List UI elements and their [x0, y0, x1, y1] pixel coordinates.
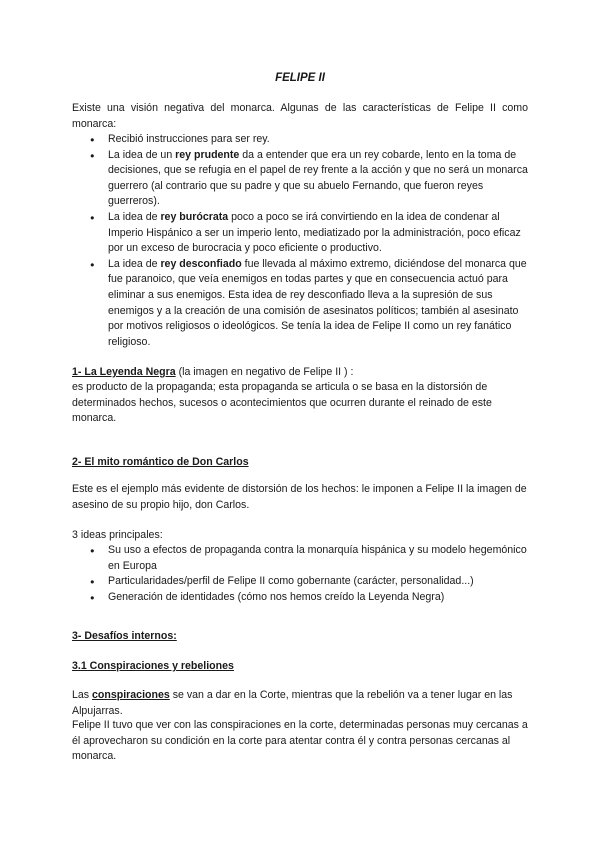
- list-item: ● La idea de un rey prudente da a entender que era un rey cobarde, lento en la toma de decisiones, que se refugia en el papel de rey frente a la acción y que no será un monarca guerrero (al contrario que su padre y que su abuelo Fernando, que fueron reyes guerreros).: [72, 148, 528, 210]
- document-title: FELIPE II: [275, 72, 325, 84]
- section3-paragraph-2: Felipe II tuvo que ver con las conspiraciones en la corte, determinadas personas muy cercanas a él aprovecharon su condición en la corte para atentar contra él y contra personas cercanas al monarca.: [72, 719, 528, 763]
- section3-heading: 3- Desafíos internos:: [72, 630, 177, 642]
- intro-paragraph: Existe una visión negativa del monarca. Algunas de las características de Felipe II como monarca:: [72, 102, 528, 130]
- list-item: ● La idea de rey desconfiado fue llevada al máximo extremo, diciéndose del monarca que fue paranoico, que veía enemigos en todas partes y que en consecuencia actuó para eliminar a sus enemigos. Esta idea de rey desconfiado lleva a la supresión de sus enemigos y a la creación de una comisión de asesinatos políticos; también al asesinato por motivos religiosos o ideológicos. Se tenía la idea de Felipe II como un rey fanático religioso.: [72, 257, 528, 351]
- traits-list: [72, 132, 528, 350]
- bold-term: rey prudente: [175, 148, 240, 161]
- section2-heading: 2- El mito romántico de Don Carlos: [72, 456, 249, 468]
- section3-paragraph-1: Las conspiraciones se van a dar en la Corte, mientras que la rebelión va a tener lugar en las Alpujarras.: [72, 689, 513, 717]
- section1-heading-note: (la imagen en negativo de Felipe II ) :: [175, 366, 354, 378]
- section2-body: Este es el ejemplo más evidente de distorsión de los hechos: le imponen a Felipe II la imagen de asesino de su propio hijo, don Carlos.: [72, 483, 527, 511]
- bold-term: rey burócrata: [160, 210, 229, 223]
- section1-heading: 1- La Leyenda Negra: [72, 366, 176, 378]
- section1-heading-line: [72, 365, 528, 381]
- bold-term: conspiraciones: [92, 689, 170, 701]
- list-item: ● Particularidades/perfil de Felipe II como gobernante (carácter, personalidad...): [72, 574, 528, 590]
- list-item: ● Recibió instrucciones para ser rey.: [72, 132, 528, 148]
- list-item: ● Su uso a efectos de propaganda contra la monarquía hispánica y su modelo hegemónico en Europa: [72, 543, 528, 574]
- section3-subheading: 3.1 Conspiraciones y rebeliones: [72, 660, 234, 672]
- section2-ideas-intro: 3 ideas principales:: [72, 529, 163, 541]
- ideas-list: [72, 543, 528, 605]
- list-item: ● La idea de rey burócrata poco a poco se irá convirtiendo en la idea de condenar al Imperio Hispánico a ser un imperio lento, mediatizado por la administración, poco eficaz por un exceso de burocracia y poco eficiente o productivo.: [72, 210, 528, 257]
- list-item: ● Generación de identidades (cómo nos hemos creído la Leyenda Negra): [72, 590, 528, 606]
- section1-body: es producto de la propaganda; esta propaganda se articula o se basa en la distorsión de determinados hechos, sucesos o acontecimientos que ocurren durante el reinado de este monarca.: [72, 381, 492, 425]
- bold-term: rey desconfiado: [160, 257, 242, 270]
